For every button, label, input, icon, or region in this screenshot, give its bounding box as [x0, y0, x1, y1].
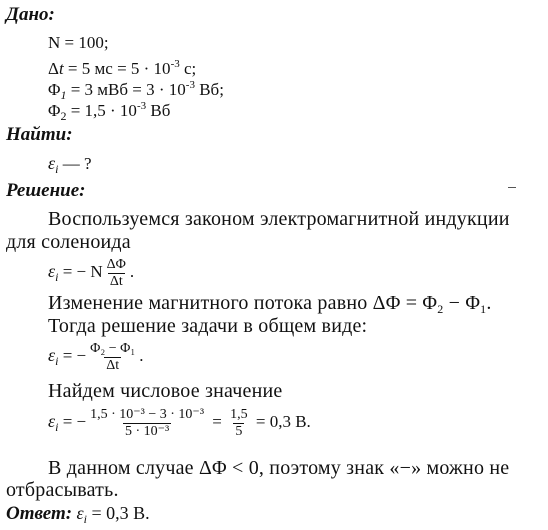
phi1-sym: Φ [48, 80, 61, 99]
eps-idx: i [55, 162, 59, 176]
formula-1-den: Δt [109, 273, 123, 289]
answer [6, 503, 150, 529]
answer-idx: i [83, 512, 87, 526]
formula-2-fraction [88, 341, 137, 374]
formula-2-end: . [139, 346, 144, 365]
formula-3-lhs: = − [58, 412, 87, 431]
formula-3-end: = 0,3 В. [251, 412, 311, 431]
formula-2-den: Δt [106, 357, 120, 373]
scan-mark [508, 187, 516, 188]
phi2-unit: Вб [146, 101, 171, 120]
formula-2 [48, 337, 144, 379]
phi2-idx: 2 [60, 109, 67, 123]
formula-1-end: . [129, 262, 135, 281]
formula-3-fraction [88, 407, 206, 440]
p2-idx2: 2 [437, 302, 444, 316]
answer-heading: Ответ: [6, 503, 73, 524]
formula-2-num: Φ₂ − Φ₁ [90, 340, 136, 356]
formula-3 [48, 402, 311, 446]
formula-1-num: ΔΦ [106, 256, 126, 272]
eps-idx: i [55, 270, 59, 284]
dt-exp: -3 [170, 58, 180, 70]
phi2-sym: Φ [48, 101, 61, 120]
formula-1 [48, 254, 134, 294]
answer-eps: ε [76, 503, 84, 523]
formula-3-num-2: 1,5 [230, 406, 248, 422]
dt-var: t [58, 59, 64, 78]
solution-p1-line2: для соленоида [6, 231, 131, 253]
p2-mid: − Φ [443, 292, 481, 314]
formula-3-den: 5 · 10⁻³ [124, 423, 170, 439]
answer-rest: = 0,3 В. [86, 503, 150, 523]
phi1-unit: Вб; [194, 80, 224, 99]
solution-heading: Решение: [6, 180, 86, 201]
formula-3-num: 1,5 · 10⁻³ − 3 · 10⁻³ [90, 406, 205, 422]
formula-1-fraction [105, 257, 128, 290]
p2-idx1: 1 [480, 302, 487, 316]
p2-end: . [486, 292, 492, 314]
phi1-exp: -3 [185, 79, 195, 91]
given-n [48, 33, 109, 53]
solution-p4: Найдем числовое значение [48, 380, 283, 402]
solution-p5-line2: отбрасывать. [6, 479, 119, 501]
delta-symbol: Δ [48, 59, 59, 78]
solution-p3: Тогда решение задачи в общем виде: [48, 315, 368, 337]
formula-3-fraction-2 [228, 407, 250, 440]
eps-symbol: ε [48, 261, 56, 281]
given-phi2 [48, 96, 170, 126]
formula-1-lhs: = − N [58, 262, 103, 281]
eps-idx: i [55, 354, 59, 368]
phi2-rest: = 1,5 · 10 [66, 101, 137, 120]
find-heading: Найти: [6, 124, 73, 145]
eps-symbol: ε [48, 411, 56, 431]
find-rest: — ? [58, 154, 92, 173]
phi1-idx: 1 [60, 88, 67, 102]
p2-text: Изменение магнитного потока равно ΔΦ = Φ [48, 292, 438, 314]
dt-rest: = 5 мс = 5 · 10 [63, 59, 171, 78]
find-eps [48, 153, 91, 179]
formula-3-den-2: 5 [235, 423, 243, 439]
given-n-text: N = 100; [48, 33, 109, 52]
formula-3-eq: = [208, 412, 227, 431]
phi2-exp: -3 [136, 100, 147, 112]
dt-unit: с; [179, 59, 197, 78]
eps-symbol: ε [48, 345, 56, 365]
eps-symbol: ε [48, 153, 56, 173]
phi1-rest: = 3 мВб = 3 · 10 [66, 80, 186, 99]
eps-idx: i [55, 420, 59, 434]
formula-2-lhs: = − [58, 346, 87, 365]
solution-p1-line1: Воспользуемся законом электромагнитной индукции [48, 208, 510, 230]
solution-p5-line1: В данном случае ΔΦ < 0, поэтому знак «−» можно не [48, 457, 510, 479]
given-heading: Дано: [6, 4, 55, 25]
